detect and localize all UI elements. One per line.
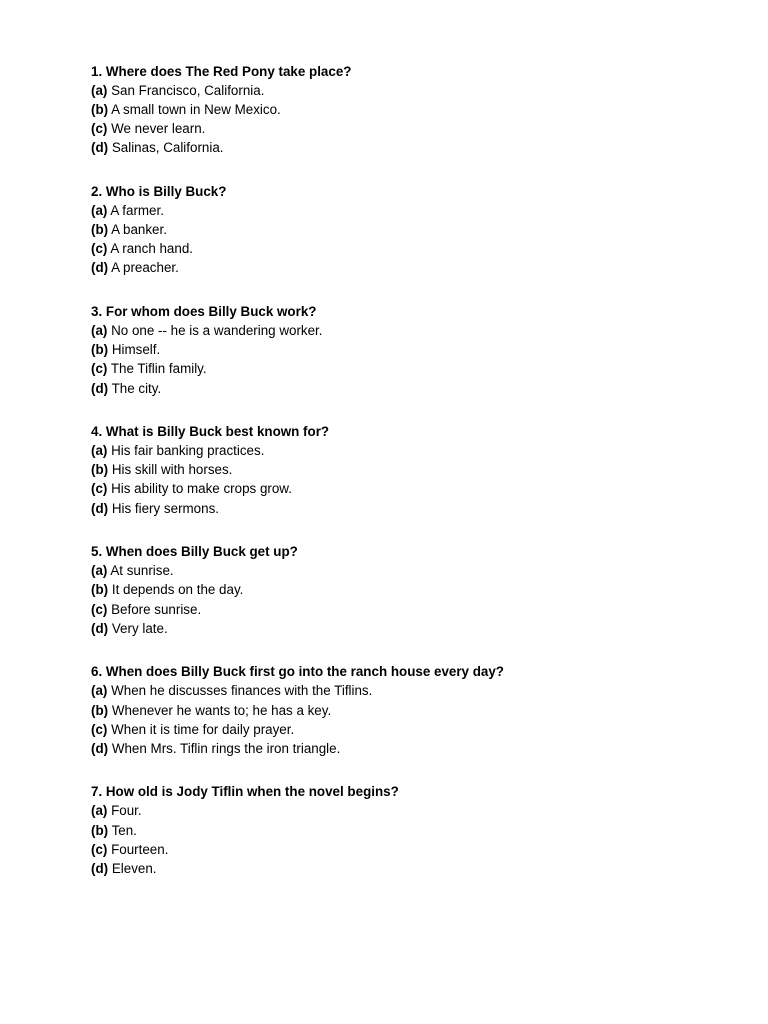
option-text: San Francisco, California. — [111, 83, 265, 99]
option-text: Whenever he wants to; he has a key. — [111, 702, 332, 718]
question-3 — [91, 302, 731, 397]
option-d — [91, 379, 731, 398]
option-letter: (a) — [91, 563, 108, 579]
option-b — [91, 460, 731, 479]
option-text: The city. — [111, 380, 162, 396]
option-letter: (c) — [91, 601, 108, 617]
option-letter: (d) — [91, 860, 109, 876]
option-text: His fair banking practices. — [111, 443, 265, 459]
option-text: We never learn. — [111, 121, 206, 137]
question-2 — [91, 182, 731, 277]
option-a — [91, 681, 731, 700]
option-a — [91, 561, 731, 580]
option-letter: (a) — [91, 83, 108, 99]
option-letter: (c) — [91, 721, 108, 737]
option-letter: (d) — [91, 500, 109, 516]
option-c — [91, 720, 731, 739]
option-a — [91, 81, 731, 100]
option-letter: (d) — [91, 140, 109, 156]
option-letter: (b) — [91, 222, 109, 238]
option-letter: (a) — [91, 443, 108, 459]
option-text: Before sunrise. — [111, 601, 202, 617]
option-text: At sunrise. — [110, 563, 174, 579]
option-letter: (d) — [91, 740, 109, 756]
option-b — [91, 100, 731, 119]
option-letter: (d) — [91, 620, 109, 636]
option-text: A small town in New Mexico. — [111, 102, 281, 118]
option-text: When he discusses finances with the Tiflins. — [111, 683, 373, 699]
question-text: 2. Who is Billy Buck? — [91, 184, 227, 200]
question-1 — [91, 62, 731, 157]
option-letter: (c) — [91, 121, 108, 137]
option-text: Eleven. — [111, 860, 157, 876]
option-text: The Tiflin family. — [110, 361, 207, 377]
option-d — [91, 499, 731, 518]
option-letter: (c) — [91, 241, 108, 257]
option-c — [91, 600, 731, 619]
option-text: It depends on the day. — [111, 582, 244, 598]
option-d — [91, 619, 731, 638]
option-text: Very late. — [111, 620, 168, 636]
option-a — [91, 201, 731, 220]
option-letter: (a) — [91, 323, 108, 339]
question-text: 4. What is Billy Buck best known for? — [91, 424, 330, 440]
option-text: When it is time for daily prayer. — [111, 721, 295, 737]
option-letter: (b) — [91, 582, 109, 598]
question-text: 3. For whom does Billy Buck work? — [91, 304, 317, 320]
option-letter: (b) — [91, 342, 109, 358]
option-text: Himself. — [111, 342, 161, 358]
option-d — [91, 739, 731, 758]
question-text: 7. How old is Jody Tiflin when the novel begins? — [91, 784, 399, 800]
option-text: Ten. — [111, 822, 137, 838]
option-letter: (d) — [91, 260, 109, 276]
option-letter: (b) — [91, 822, 109, 838]
option-c — [91, 359, 731, 378]
question-6 — [91, 662, 731, 757]
option-letter: (c) — [91, 841, 108, 857]
option-text: His fiery sermons. — [111, 500, 219, 516]
question-text: 1. Where does The Red Pony take place? — [91, 64, 352, 79]
question-7 — [91, 782, 731, 877]
option-text: Salinas, California. — [111, 140, 224, 156]
option-letter: (d) — [91, 380, 109, 396]
quiz-document — [91, 62, 731, 902]
option-a — [91, 801, 731, 820]
option-text: No one -- he is a wandering worker. — [111, 323, 323, 339]
option-b — [91, 220, 731, 239]
question-4 — [91, 422, 731, 517]
option-d — [91, 859, 731, 878]
option-c — [91, 239, 731, 258]
option-a — [91, 441, 731, 460]
option-c — [91, 840, 731, 859]
option-a — [91, 321, 731, 340]
option-letter: (b) — [91, 462, 109, 478]
option-c — [91, 119, 731, 138]
option-text: Fourteen. — [111, 841, 169, 857]
option-text: A farmer. — [110, 203, 164, 219]
option-c — [91, 479, 731, 498]
option-letter: (a) — [91, 803, 108, 819]
option-b — [91, 821, 731, 840]
option-b — [91, 701, 731, 720]
option-text: His skill with horses. — [111, 462, 233, 478]
option-text: His ability to make crops grow. — [111, 481, 292, 497]
option-letter: (c) — [91, 481, 108, 497]
option-d — [91, 258, 731, 277]
option-letter: (b) — [91, 102, 109, 118]
option-text: A banker. — [111, 222, 167, 238]
question-text: 5. When does Billy Buck get up? — [91, 544, 298, 560]
option-letter: (a) — [91, 203, 108, 219]
option-letter: (b) — [91, 702, 109, 718]
option-d — [91, 138, 731, 157]
question-5 — [91, 542, 731, 637]
option-letter: (c) — [91, 361, 108, 377]
option-text: Four. — [111, 803, 142, 819]
option-letter: (a) — [91, 683, 108, 699]
option-text: A ranch hand. — [110, 241, 193, 257]
question-text: 6. When does Billy Buck first go into the ranch house every day? — [91, 664, 504, 680]
option-text: When Mrs. Tiflin rings the iron triangle. — [111, 740, 341, 756]
option-b — [91, 340, 731, 359]
option-b — [91, 580, 731, 599]
option-text: A preacher. — [111, 260, 179, 276]
